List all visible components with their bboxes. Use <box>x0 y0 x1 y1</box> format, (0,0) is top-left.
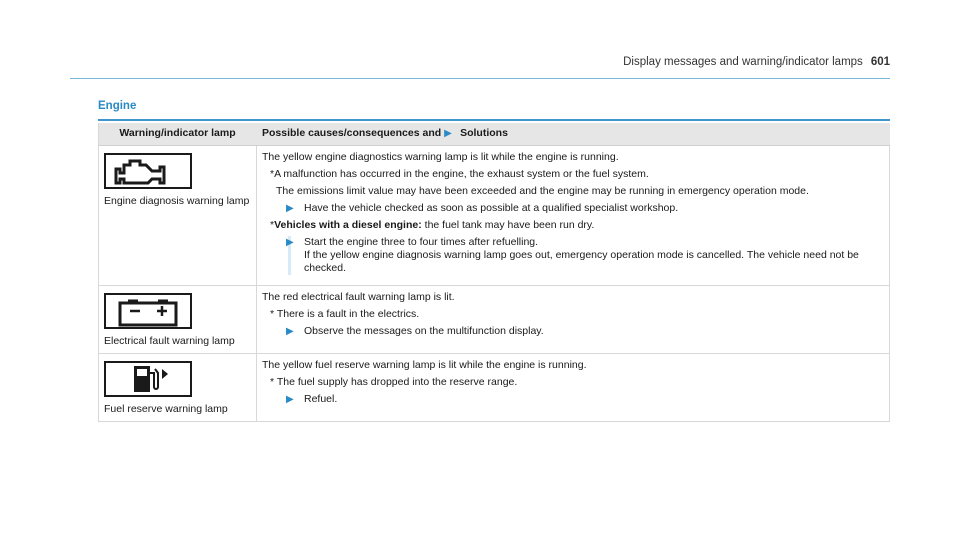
action-text: Have the vehicle checked as soon as possible at a qualified specialist workshop. <box>304 201 679 214</box>
lamp-label: Electrical fault warning lamp <box>104 334 235 347</box>
action-text: Observe the messages on the multifunction display. <box>304 324 544 337</box>
cause-text: * The fuel supply has dropped into the reserve range. <box>270 375 518 388</box>
warning-lamp-table <box>98 123 890 422</box>
page-number: 601 <box>870 56 890 68</box>
arrow-icon: ▶ <box>286 236 294 248</box>
cause-text: *A malfunction has occurred in the engine, the exhaust system or the fuel system. <box>270 167 649 180</box>
description-cell <box>257 285 890 353</box>
action-text: Refuel. <box>304 392 338 405</box>
cause-text: *Vehicles with a diesel engine: the fuel tank may have been run dry. <box>270 218 595 231</box>
lamp-label: Fuel reserve warning lamp <box>104 402 228 415</box>
cause-text: * There is a fault in the electrics. <box>270 307 420 320</box>
description-intro: The red electrical fault warning lamp is lit. <box>262 290 455 303</box>
cause-bold: Vehicles with a diesel engine: <box>274 218 422 231</box>
arrow-icon: ▶ <box>444 128 452 140</box>
col-header-causes-text: Possible causes/consequences and <box>262 127 442 140</box>
cause-rest: the fuel tank may have been run dry. <box>421 218 595 231</box>
table-row <box>99 353 890 421</box>
action-text <box>288 236 884 275</box>
engine-icon <box>104 153 192 189</box>
battery-icon <box>104 293 192 329</box>
arrow-icon: ▶ <box>286 393 294 405</box>
cause-detail: The emissions limit value may have been exceeded and the engine may be running in emergency operation mode. <box>276 184 809 197</box>
description-cell <box>257 145 890 285</box>
description-intro: The yellow fuel reserve warning lamp is lit while the engine is running. <box>262 358 587 371</box>
action-item <box>262 236 884 275</box>
action-result: If the yellow engine diagnosis warning lamp goes out, emergency operation mode is cancelled. The vehicle need not be checked. <box>304 248 859 274</box>
description-cell <box>257 353 890 421</box>
lamp-label: Engine diagnosis warning lamp <box>104 194 250 207</box>
action-line: Start the engine three to four times after refuelling. <box>304 235 539 248</box>
running-header-title: Display messages and warning/indicator lamps <box>623 56 863 68</box>
table-row <box>99 145 890 285</box>
lamp-cell <box>99 353 257 421</box>
lamp-cell <box>99 145 257 285</box>
action-item <box>262 325 884 338</box>
description-intro: The yellow engine diagnostics warning lamp is lit while the engine is running. <box>262 150 619 163</box>
col-header-solutions-text: Solutions <box>460 127 508 140</box>
section-title: Engine <box>98 100 137 112</box>
action-item <box>262 393 884 406</box>
action-item <box>262 202 884 215</box>
col-header-lamp: Warning/indicator lamp <box>99 123 257 145</box>
header-rule <box>70 78 890 79</box>
arrow-icon: ▶ <box>286 325 294 337</box>
arrow-icon: ▶ <box>286 202 294 214</box>
fuel-pump-icon <box>104 361 192 397</box>
table-row <box>99 285 890 353</box>
running-header <box>623 56 890 68</box>
section-rule <box>98 119 890 121</box>
col-header-causes <box>257 123 890 145</box>
lamp-cell <box>99 285 257 353</box>
